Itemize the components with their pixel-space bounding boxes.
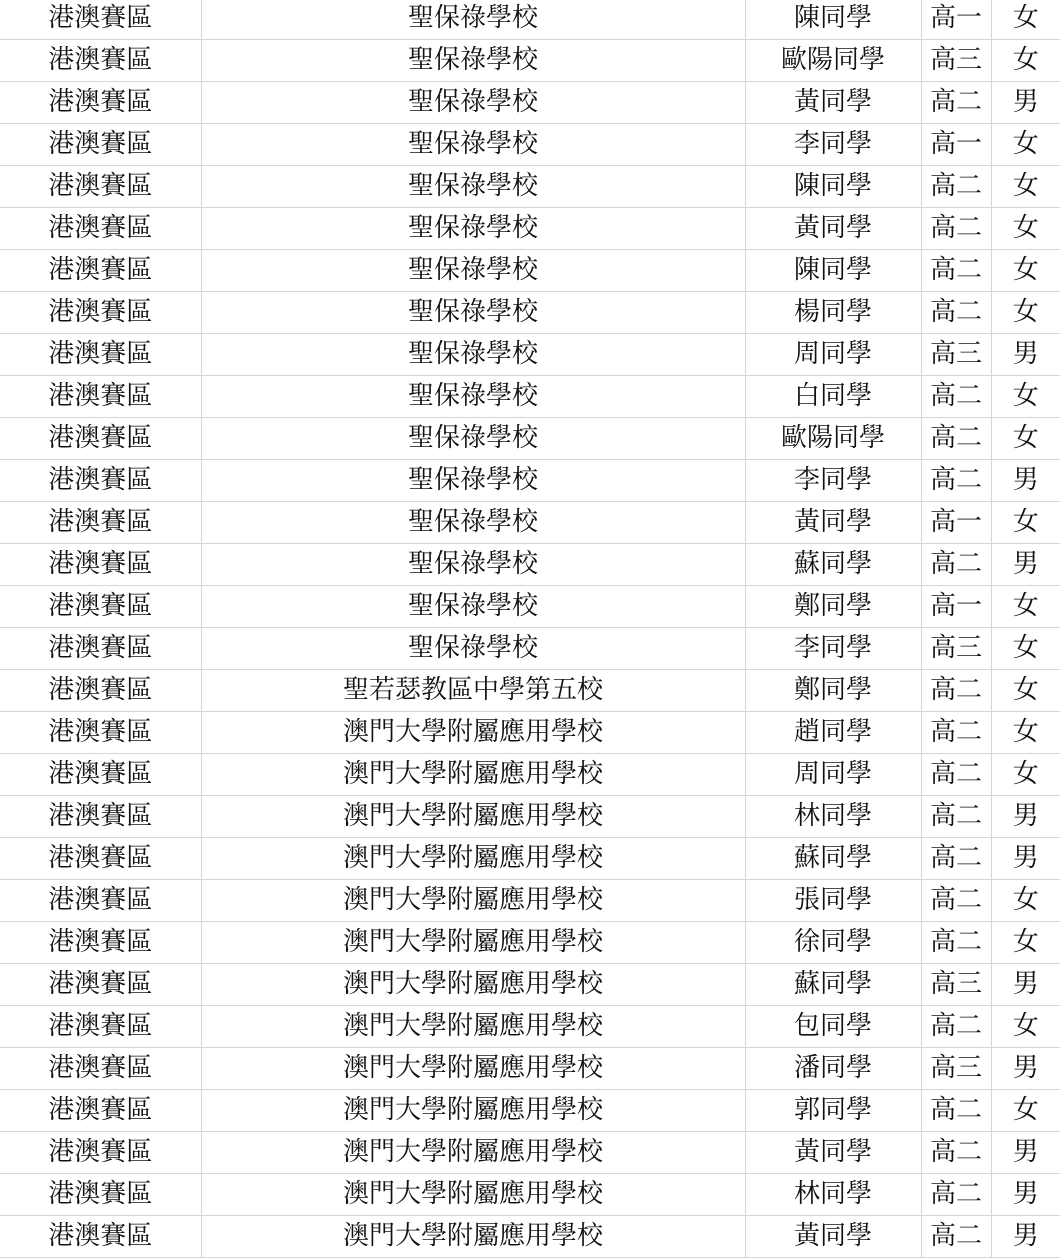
table-row	[0, 880, 1060, 922]
table-row	[0, 1174, 1060, 1216]
school-cell[interactable]: 聖保祿學校	[201, 586, 745, 628]
region-cell[interactable]: 港澳賽區	[0, 1006, 201, 1048]
grade-cell[interactable]: 高三	[921, 964, 991, 1006]
school-cell[interactable]: 聖保祿學校	[201, 124, 745, 166]
student-name-cell[interactable]: 楊同學	[745, 292, 921, 334]
grade-cell[interactable]: 高二	[921, 82, 991, 124]
region-cell[interactable]: 港澳賽區	[0, 1048, 201, 1090]
school-cell[interactable]: 聖保祿學校	[201, 0, 745, 40]
grade-cell[interactable]: 高二	[921, 880, 991, 922]
grade-cell[interactable]: 高二	[921, 1174, 991, 1216]
school-cell[interactable]: 聖保祿學校	[201, 628, 745, 670]
gender-cell[interactable]: 女	[991, 880, 1060, 922]
grade-cell[interactable]: 高二	[921, 544, 991, 586]
region-cell[interactable]: 港澳賽區	[0, 376, 201, 418]
grade-cell[interactable]: 高三	[921, 334, 991, 376]
region-cell[interactable]: 港澳賽區	[0, 922, 201, 964]
table-row	[0, 754, 1060, 796]
student-name-cell[interactable]: 黃同學	[745, 1216, 921, 1258]
school-cell[interactable]: 聖保祿學校	[201, 376, 745, 418]
student-name-cell[interactable]: 周同學	[745, 754, 921, 796]
school-cell[interactable]: 聖保祿學校	[201, 208, 745, 250]
gender-cell[interactable]: 女	[991, 712, 1060, 754]
region-cell[interactable]: 港澳賽區	[0, 82, 201, 124]
table-row	[0, 292, 1060, 334]
school-cell[interactable]: 聖保祿學校	[201, 82, 745, 124]
gender-cell[interactable]: 男	[991, 1174, 1060, 1216]
region-cell[interactable]: 港澳賽區	[0, 964, 201, 1006]
grade-cell[interactable]: 高二	[921, 922, 991, 964]
region-cell[interactable]: 港澳賽區	[0, 880, 201, 922]
student-name-cell[interactable]: 黃同學	[745, 502, 921, 544]
school-cell[interactable]: 聖保祿學校	[201, 166, 745, 208]
table-row	[0, 1048, 1060, 1090]
school-cell[interactable]: 澳門大學附屬應用學校	[201, 1006, 745, 1048]
table-row	[0, 376, 1060, 418]
student-name-cell[interactable]: 李同學	[745, 628, 921, 670]
grade-cell[interactable]: 高一	[921, 124, 991, 166]
student-name-cell[interactable]: 黃同學	[745, 208, 921, 250]
gender-cell[interactable]: 女	[991, 670, 1060, 712]
school-cell[interactable]: 澳門大學附屬應用學校	[201, 1048, 745, 1090]
region-cell[interactable]: 港澳賽區	[0, 460, 201, 502]
school-cell[interactable]: 聖保祿學校	[201, 418, 745, 460]
region-cell[interactable]: 港澳賽區	[0, 334, 201, 376]
grade-cell[interactable]: 高二	[921, 1132, 991, 1174]
school-cell[interactable]: 聖保祿學校	[201, 544, 745, 586]
gender-cell[interactable]: 男	[991, 460, 1060, 502]
grade-cell[interactable]: 高二	[921, 418, 991, 460]
table-row	[0, 628, 1060, 670]
student-name-cell[interactable]: 陳同學	[745, 250, 921, 292]
gender-cell[interactable]: 男	[991, 544, 1060, 586]
region-cell[interactable]: 港澳賽區	[0, 1216, 201, 1258]
region-cell[interactable]: 港澳賽區	[0, 796, 201, 838]
gender-cell[interactable]: 女	[991, 208, 1060, 250]
grade-cell[interactable]: 高二	[921, 712, 991, 754]
table-row	[0, 166, 1060, 208]
grade-cell[interactable]: 高二	[921, 670, 991, 712]
region-cell[interactable]: 港澳賽區	[0, 166, 201, 208]
student-name-cell[interactable]: 歐陽同學	[745, 40, 921, 82]
school-cell[interactable]: 聖保祿學校	[201, 460, 745, 502]
table-row	[0, 1132, 1060, 1174]
region-cell[interactable]: 港澳賽區	[0, 208, 201, 250]
region-cell[interactable]: 港澳賽區	[0, 250, 201, 292]
gender-cell[interactable]: 女	[991, 1090, 1060, 1132]
grade-cell[interactable]: 高二	[921, 460, 991, 502]
student-name-cell[interactable]: 陳同學	[745, 0, 921, 40]
student-name-cell[interactable]: 張同學	[745, 880, 921, 922]
table-row	[0, 1090, 1060, 1132]
gender-cell[interactable]: 女	[991, 376, 1060, 418]
grade-cell[interactable]: 高二	[921, 250, 991, 292]
region-cell[interactable]: 港澳賽區	[0, 670, 201, 712]
gender-cell[interactable]: 女	[991, 1006, 1060, 1048]
grade-cell[interactable]: 高二	[921, 1216, 991, 1258]
gender-cell[interactable]: 女	[991, 502, 1060, 544]
gender-cell[interactable]: 女	[991, 40, 1060, 82]
region-cell[interactable]: 港澳賽區	[0, 544, 201, 586]
table-row	[0, 250, 1060, 292]
region-cell[interactable]: 港澳賽區	[0, 628, 201, 670]
region-cell[interactable]: 港澳賽區	[0, 586, 201, 628]
school-cell[interactable]: 聖保祿學校	[201, 250, 745, 292]
table-row	[0, 460, 1060, 502]
region-cell[interactable]: 港澳賽區	[0, 124, 201, 166]
school-cell[interactable]: 澳門大學附屬應用學校	[201, 1090, 745, 1132]
gender-cell[interactable]: 女	[991, 292, 1060, 334]
gender-cell[interactable]: 男	[991, 964, 1060, 1006]
grade-cell[interactable]: 高二	[921, 754, 991, 796]
gender-cell[interactable]: 女	[991, 754, 1060, 796]
gender-cell[interactable]: 女	[991, 922, 1060, 964]
gender-cell[interactable]: 女	[991, 124, 1060, 166]
gender-cell[interactable]: 女	[991, 166, 1060, 208]
grade-cell[interactable]: 高一	[921, 586, 991, 628]
school-cell[interactable]: 聖保祿學校	[201, 502, 745, 544]
table-row	[0, 670, 1060, 712]
student-name-cell[interactable]: 林同學	[745, 796, 921, 838]
table-row	[0, 586, 1060, 628]
gender-cell[interactable]: 男	[991, 1132, 1060, 1174]
table-row	[0, 208, 1060, 250]
student-name-cell[interactable]: 蘇同學	[745, 838, 921, 880]
table-row	[0, 40, 1060, 82]
student-name-cell[interactable]: 趙同學	[745, 712, 921, 754]
school-cell[interactable]: 澳門大學附屬應用學校	[201, 922, 745, 964]
table-row	[0, 796, 1060, 838]
grade-cell[interactable]: 高三	[921, 628, 991, 670]
gender-cell[interactable]: 男	[991, 796, 1060, 838]
table-row	[0, 124, 1060, 166]
table-row	[0, 712, 1060, 754]
student-name-cell[interactable]: 徐同學	[745, 922, 921, 964]
gender-cell[interactable]: 男	[991, 334, 1060, 376]
school-cell[interactable]: 澳門大學附屬應用學校	[201, 838, 745, 880]
student-name-cell[interactable]: 鄭同學	[745, 670, 921, 712]
gender-cell[interactable]: 女	[991, 586, 1060, 628]
table-row	[0, 82, 1060, 124]
school-cell[interactable]: 澳門大學附屬應用學校	[201, 1132, 745, 1174]
student-name-cell[interactable]: 黃同學	[745, 82, 921, 124]
table-row	[0, 0, 1060, 40]
grade-cell[interactable]: 高二	[921, 208, 991, 250]
gender-cell[interactable]: 男	[991, 838, 1060, 880]
table-row	[0, 502, 1060, 544]
student-name-cell[interactable]: 鄭同學	[745, 586, 921, 628]
gender-cell[interactable]: 女	[991, 0, 1060, 40]
school-cell[interactable]: 澳門大學附屬應用學校	[201, 880, 745, 922]
gender-cell[interactable]: 男	[991, 1216, 1060, 1258]
student-name-cell[interactable]: 潘同學	[745, 1048, 921, 1090]
gender-cell[interactable]: 女	[991, 628, 1060, 670]
grade-cell[interactable]: 高二	[921, 1006, 991, 1048]
table-row	[0, 334, 1060, 376]
student-name-cell[interactable]: 蘇同學	[745, 964, 921, 1006]
student-name-cell[interactable]: 陳同學	[745, 166, 921, 208]
table-row	[0, 1216, 1060, 1258]
student-name-cell[interactable]: 李同學	[745, 124, 921, 166]
region-cell[interactable]: 港澳賽區	[0, 40, 201, 82]
region-cell[interactable]: 港澳賽區	[0, 1132, 201, 1174]
gender-cell[interactable]: 男	[991, 1048, 1060, 1090]
student-name-cell[interactable]: 蘇同學	[745, 544, 921, 586]
student-name-cell[interactable]: 白同學	[745, 376, 921, 418]
school-cell[interactable]: 聖保祿學校	[201, 40, 745, 82]
school-cell[interactable]: 澳門大學附屬應用學校	[201, 712, 745, 754]
table-row	[0, 964, 1060, 1006]
grade-cell[interactable]: 高二	[921, 166, 991, 208]
school-cell[interactable]: 聖保祿學校	[201, 292, 745, 334]
school-cell[interactable]: 聖保祿學校	[201, 334, 745, 376]
gender-cell[interactable]: 女	[991, 250, 1060, 292]
grade-cell[interactable]: 高三	[921, 1048, 991, 1090]
student-name-cell[interactable]: 黃同學	[745, 1132, 921, 1174]
school-cell[interactable]: 澳門大學附屬應用學校	[201, 754, 745, 796]
school-cell[interactable]: 澳門大學附屬應用學校	[201, 1216, 745, 1258]
school-cell[interactable]: 澳門大學附屬應用學校	[201, 964, 745, 1006]
grade-cell[interactable]: 高一	[921, 0, 991, 40]
region-cell[interactable]: 港澳賽區	[0, 838, 201, 880]
grade-cell[interactable]: 高三	[921, 40, 991, 82]
table-row	[0, 1006, 1060, 1048]
region-cell[interactable]: 港澳賽區	[0, 502, 201, 544]
grade-cell[interactable]: 高二	[921, 292, 991, 334]
region-cell[interactable]: 港澳賽區	[0, 1174, 201, 1216]
grade-cell[interactable]: 高二	[921, 376, 991, 418]
grade-cell[interactable]: 高二	[921, 838, 991, 880]
grade-cell[interactable]: 高二	[921, 1090, 991, 1132]
student-name-cell[interactable]: 李同學	[745, 460, 921, 502]
table-row	[0, 838, 1060, 880]
table-row	[0, 418, 1060, 460]
grade-cell[interactable]: 高二	[921, 796, 991, 838]
student-name-cell[interactable]: 林同學	[745, 1174, 921, 1216]
region-cell[interactable]: 港澳賽區	[0, 712, 201, 754]
student-name-cell[interactable]: 歐陽同學	[745, 418, 921, 460]
school-cell[interactable]: 聖若瑟教區中學第五校	[201, 670, 745, 712]
student-name-cell[interactable]: 周同學	[745, 334, 921, 376]
gender-cell[interactable]: 男	[991, 82, 1060, 124]
student-name-cell[interactable]: 郭同學	[745, 1090, 921, 1132]
region-cell[interactable]: 港澳賽區	[0, 754, 201, 796]
table-row	[0, 544, 1060, 586]
school-cell[interactable]: 澳門大學附屬應用學校	[201, 796, 745, 838]
grade-cell[interactable]: 高一	[921, 502, 991, 544]
table-row	[0, 922, 1060, 964]
region-cell[interactable]: 港澳賽區	[0, 1090, 201, 1132]
region-cell[interactable]: 港澳賽區	[0, 292, 201, 334]
school-cell[interactable]: 澳門大學附屬應用學校	[201, 1174, 745, 1216]
student-name-cell[interactable]: 包同學	[745, 1006, 921, 1048]
region-cell[interactable]: 港澳賽區	[0, 418, 201, 460]
gender-cell[interactable]: 女	[991, 418, 1060, 460]
region-cell[interactable]: 港澳賽區	[0, 0, 201, 40]
